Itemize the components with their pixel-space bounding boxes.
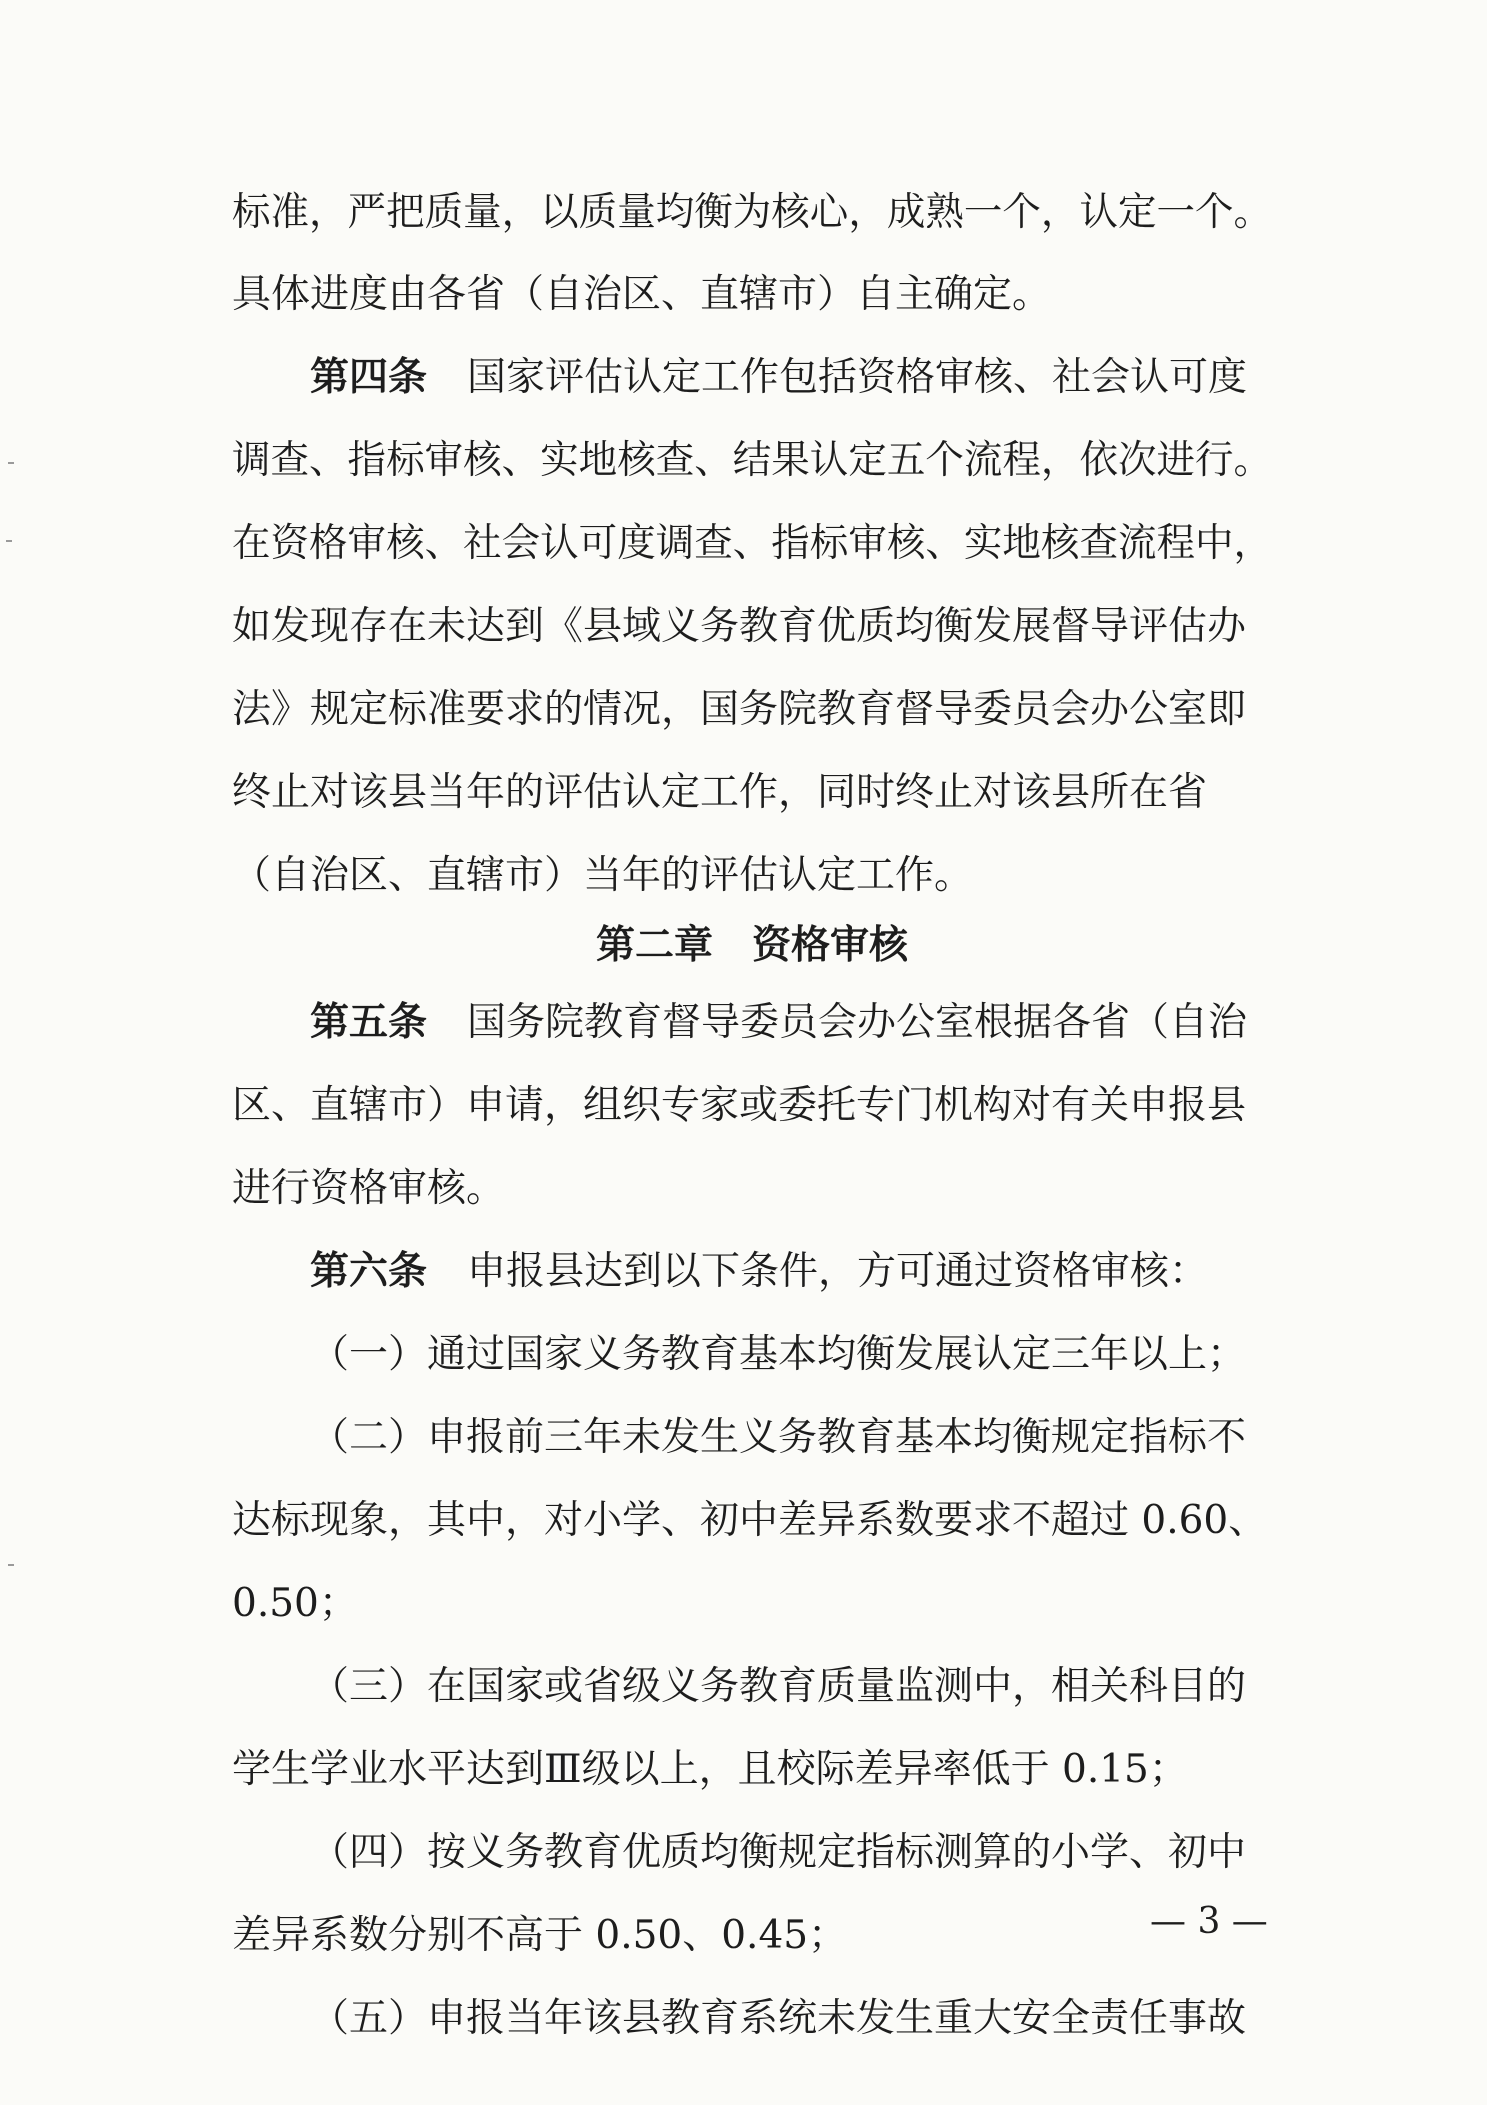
article-label: 第五条 — [310, 1000, 428, 1045]
body-line: 标准，严把质量，以质量均衡为核心，成熟一个，认定一个。 — [232, 190, 1273, 235]
body-line: 差异系数分别不高于 0.50、0.45； — [232, 1913, 848, 1958]
article-6-first-line — [310, 1247, 1208, 1297]
body-line: 法》规定标准要求的情况，国务院教育督导委员会办公室即 — [232, 687, 1247, 732]
scan-artifact — [8, 462, 14, 464]
body-line: 区、直辖市）申请，组织专家或委托专门机构对有关申报县 — [232, 1083, 1247, 1128]
body-line: 终止对该县当年的评估认定工作，同时终止对该县所在省 — [232, 770, 1208, 815]
list-item: （五）申报当年该县教育系统未发生重大安全责任事故 — [310, 1996, 1247, 2041]
body-text: 国家评估认定工作包括资格审核、社会认可度 — [467, 355, 1248, 400]
article-4-first-line — [310, 353, 1247, 403]
list-item: （四）按义务教育优质均衡规定指标测算的小学、初中 — [310, 1830, 1247, 1875]
chapter-heading: 第二章 资格审核 — [595, 923, 908, 968]
body-line: 达标现象，其中，对小学、初中差异系数要求不超过 0.60、 — [232, 1498, 1268, 1543]
body-text: 国务院教育督导委员会办公室根据各省（自治 — [467, 1000, 1248, 1045]
body-line: 在资格审核、社会认可度调查、指标审核、实地核查流程中， — [232, 521, 1273, 566]
scan-artifact — [6, 540, 12, 542]
body-line: 0.50； — [232, 1581, 358, 1626]
article-label: 第四条 — [310, 355, 428, 400]
body-line: 进行资格审核。 — [232, 1166, 506, 1211]
article-5-first-line — [310, 998, 1247, 1048]
list-item: （二）申报前三年未发生义务教育基本均衡规定指标不 — [310, 1415, 1247, 1460]
body-text: 申报县达到以下条件，方可通过资格审核： — [467, 1249, 1209, 1294]
list-item: （三）在国家或省级义务教育质量监测中，相关科目的 — [310, 1664, 1247, 1709]
body-line: 如发现存在未达到《县域义务教育优质均衡发展督导评估办 — [232, 604, 1247, 649]
body-line: （自治区、直辖市）当年的评估认定工作。 — [232, 853, 974, 898]
body-line: 具体进度由各省（自治区、直辖市）自主确定。 — [232, 272, 1052, 317]
body-line: 学生学业水平达到Ⅲ级以上，且校际差异率低于 0.15； — [232, 1747, 1188, 1792]
list-item: （一）通过国家义务教育基本均衡发展认定三年以上； — [310, 1332, 1247, 1377]
scan-artifact — [8, 1564, 14, 1566]
page-number: — 3 — — [1150, 1901, 1268, 1942]
article-label: 第六条 — [310, 1249, 428, 1294]
body-line: 调查、指标审核、实地核查、结果认定五个流程，依次进行。 — [232, 438, 1273, 483]
